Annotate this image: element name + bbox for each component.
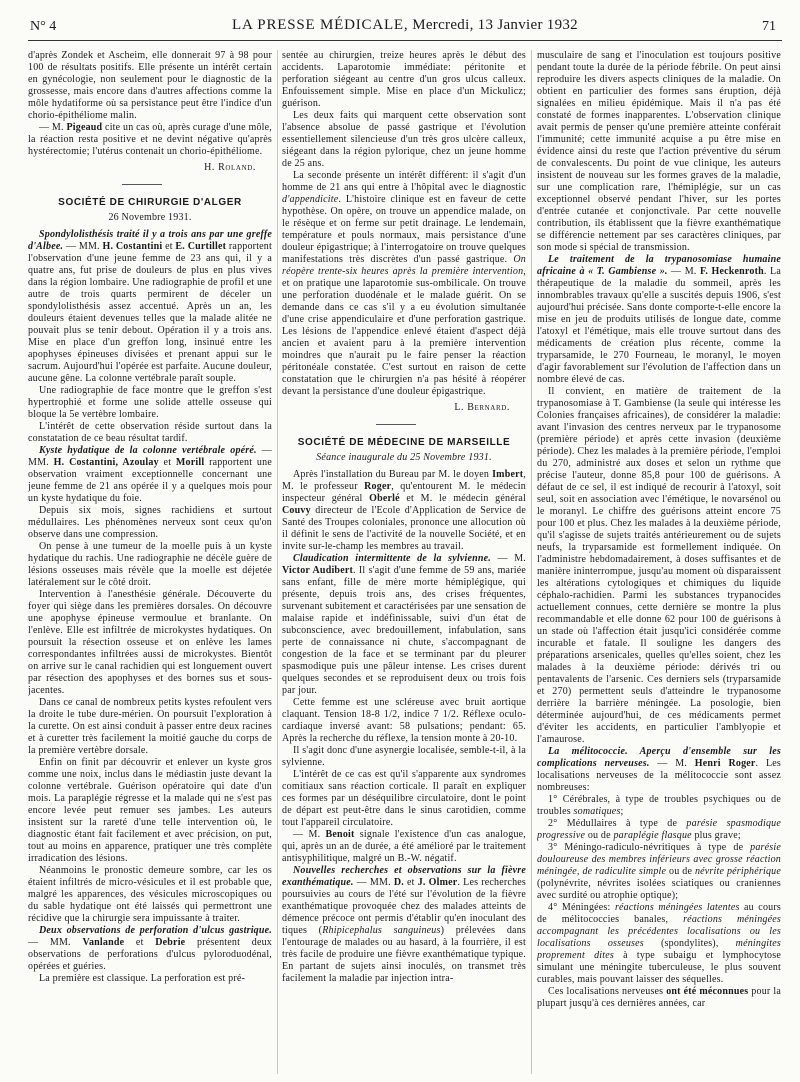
text-run: et bbox=[403, 877, 418, 888]
text-run: — MM. bbox=[63, 241, 103, 252]
italic-text: Rhipicephalus sanguineus bbox=[322, 925, 441, 936]
author-name: Roger bbox=[364, 481, 392, 492]
text-run: ) prélevées dans l'entourage de malades ou au hasard, à la fourrière, il est très facile de produire une fièvre exanthématique typique. En partant de sujets ainsi inoculés, on transmet très facilement la maladie par injection intra- bbox=[282, 925, 526, 984]
text-run: à type subaigu et lymphocytose simulant une méningite tuberculeuse, le plus souvent curables, mais pouvant laisser des séquelles. bbox=[537, 950, 781, 985]
text-run: — M. bbox=[649, 758, 695, 769]
paragraph bbox=[28, 973, 272, 985]
text-run: Les deux faits qui marquent cette observation sont l'absence absolue de passé gastrique et l'évolution essentiellement silencieuse d'un très gros ulcère calleux, siégeant dans la région pylorique, chez un jeune homme de 25 ans. bbox=[282, 110, 526, 169]
text-run: Intervention à l'anesthésie générale. Découverte du foyer qui siège dans les premières dorsales. On découvre une apophyse épineuse vermoulue et branlante. On l'enlève. Elle est infiltrée de microkystes hydatiques. On poursuit la résection osseuse et on enlève les lames correspondantes infiltrées aussi de microkystes. Bientôt on arrive sur le canal rachidien qui est longuement ouvert par résection des apophyses et des bornes sus et sous-jacentes. bbox=[28, 589, 272, 696]
column-rule bbox=[531, 50, 532, 1074]
paragraph bbox=[28, 505, 272, 541]
text-run: Cette femme est une scléreuse avec bruit aortique claquant. Tension 18-8 1/2, indice 7 1/2. Réflexe oculo-cardiaque inversé avant: 58 pulsations; pendant: 65. Après la recherche du réflexe, la tension monte à 20-10. bbox=[282, 697, 526, 744]
paragraph bbox=[282, 553, 526, 697]
text-run: Il convient, en matière de traitement de la trypanosomiase à T. Gambiense (la seule qui intéresse les Colonies françaises africaines), de considérer la maladie: avant l'invasion des centres nerveux par le trypanosome (première période) et après cette invasion (deuxième période). Chez les malades à la première période, l'emploi du 270, administré aux doses et selon un rythme que précise l'auteur, donne 85,8 pour 100 de guérisons. A défaut de ce sel, il est indiqué de recourir à l'atoxyl, soit seul, soit en association avec l'émétique, le novarsénol ou le moranyl. Le chiffre des guérisons atteint encore 75 pour 100 et plus. Chez les malades à la deuxième période, qu'il s'agisse de sujets traités antérieurement ou de sujets neufs, la tryparsamide est formellement indiquée. On l'administre hebdomadairement, à doses suffisantes et de manière ininterrompue, jusqu'au moment où disparaissent les altérations cytologiques et chimiques du liquide céphalo-rachidien. Parmi les substances trypanocides actuellement connues, cette dernière se montre la plus recommandable et elle donne 62 pour 100 de guérisons à un stade où l'affection était jusqu'ici considérée comme incurable et fatale. Il souligne les dangers des préparations arsenicales, quelles qu'elles soient, chez les malades à la deuxième période: dérivés tri ou pentavalents de l'arsenic. Ces derniers sels (tryparsamide et 270) permettent seuls d'atteindre le trypanosome derrière la barrière méningée. La posologie, bien déterminée aujourd'hui, de ces médicaments permet d'éviter les accidents, en particulier l'amblyopie et l'amaurose. bbox=[537, 386, 781, 745]
paragraph bbox=[28, 589, 272, 697]
text-run: La seconde présente un intérêt différent: il s'agit d'un homme de 21 ans qui entre à l'hôpital avec le diagnostic bbox=[282, 170, 526, 193]
author-name: Henri Roger bbox=[694, 758, 756, 769]
text-run: . L'histoire clinique est en faveur de cette hypothèse. On opère, on trouve un appendice malade, on le résèque et on ferme sur petit drainage. Le lendemain, température et pouls normaux, mais persistance d'une douleur épigastrique; à l'interrogatoire on trouve quelques manifestations très discrètes d'un passé gastrique. bbox=[282, 194, 526, 265]
column-3 bbox=[537, 50, 781, 1076]
text-run: rapportent une observation vraiment exceptionnelle concernant une jeune femme de 21 ans opérée il y a quelques mois pour un kyste hydatique du foie. bbox=[28, 457, 272, 504]
signature: H. Roland. bbox=[28, 162, 272, 185]
communication-title: Spondylolisthésis traité il y a trois ans par une greffe d'Albee. bbox=[28, 229, 272, 252]
italic-text: paraplégie flasque bbox=[613, 830, 692, 841]
text-run: 4° Méningées: bbox=[548, 902, 615, 913]
italic-text: somatiques bbox=[573, 806, 621, 817]
text-run: Il s'agit donc d'une asynergie localisée, semble-t-il, à la sylvienne. bbox=[282, 745, 526, 768]
author-name: Debrie bbox=[155, 937, 186, 948]
continued-paragraph bbox=[28, 50, 272, 122]
paragraph bbox=[537, 386, 781, 746]
italic-text: parésie douloureuse des membres inférieurs avec grosse réaction méningée, de radiculite simple bbox=[537, 842, 781, 877]
text-run: Néanmoins le pronostic demeure sombre, car les os étaient infiltrés de micro-vésicules et il est probable que, malgré les apparences, des vésicules microscopiques ou du sable hydatique ont été laissés qui permettront une récidive que la chirurgie sera impuissante à traiter. bbox=[28, 865, 272, 924]
paragraph bbox=[282, 469, 526, 553]
text-run: Depuis six mois, signes rachidiens et surtout médullaires. Les phénomènes nerveux sont ceux qu'on observe dans une compression. bbox=[28, 505, 272, 540]
text-run: sentée au chirurgien, treize heures après le début des accidents. Laparotomie immédiate: péritonite et perforation siégeant au centre d'un gros ulcus calleux. Enfouissement simple. Mise en place d'un Mickulicz; guérison. bbox=[282, 50, 526, 109]
text-run: — M. bbox=[490, 553, 526, 564]
issue-date: Mercredi, 13 Janvier 1932 bbox=[412, 17, 578, 33]
paragraph bbox=[282, 865, 526, 985]
text-run: , qu'entourent M. le médecin inspecteur général bbox=[282, 481, 526, 504]
text-run: Après l'installation du Bureau par M. le doyen bbox=[293, 469, 493, 480]
paragraph bbox=[28, 541, 272, 589]
author-name: Benoit bbox=[325, 829, 355, 840]
communication-title: Claudication intermittente de la sylvienne. bbox=[293, 553, 491, 564]
text-run: 2° Médullaires à type de bbox=[548, 818, 687, 829]
text-run: — M. bbox=[667, 266, 700, 277]
text-run: d'après Zondek et Ascheim, elle donnerait 97 à 98 pour 100 de résultats positifs. Elle présente un intérêt certain en gynécologie, non seulement pour le diagnostic de la grossesse, mais encore dans d'autres affections comme la môle hydatiforme où sa persistance peut être l'indice d'un chorio-épithéliome malin. bbox=[28, 50, 272, 121]
communication-title: Le traitement de la trypanosomiase humaine africaine à « T. Gambiense ». bbox=[537, 254, 781, 277]
italic-text: névrite périphérique bbox=[694, 866, 781, 877]
communication-title: Kyste hydatique de la colonne vertébrale opéré. bbox=[39, 445, 257, 456]
list-item bbox=[537, 818, 781, 842]
author-name: J. Olmer bbox=[417, 877, 458, 888]
list-item bbox=[537, 902, 781, 986]
text-run: signale l'existence d'un cas analogue, qui, après un an de durée, a été amélioré par le traitement antisyphilitique, malgré un B.-W. négatif. bbox=[282, 829, 526, 864]
list-item bbox=[537, 794, 781, 818]
communication-title: La mélitococcie. Aperçu d'ensemble sur les complications nerveuses. bbox=[537, 746, 781, 769]
author-name: Victor Audibert bbox=[282, 565, 353, 576]
society-heading: SOCIÉTÉ DE CHIRURGIE D'ALGER bbox=[58, 197, 242, 208]
author-name: Morill bbox=[175, 457, 205, 468]
author-name: D. bbox=[393, 877, 404, 888]
text-run: présentent deux observations de perforations d'ulcus pyloroduodénal, opérées et guéries. bbox=[28, 937, 272, 972]
text-run: plus grave; bbox=[691, 830, 741, 841]
text-run: ; bbox=[620, 806, 624, 817]
continued-paragraph bbox=[537, 50, 781, 254]
paragraph bbox=[28, 445, 272, 505]
text-run: musculaire de sang et l'inoculation est toujours positive pendant toute la durée de la période fébrile. On peut ainsi reproduire les divers aspects cliniques de la maladie. On obtient en particulier des formes sans éruption, déjà signalées en milieu épidémique. Mais il n'a pas été constaté de formes inapparentes. L'observation clinique avait permis de penser qu'une première atteinte conférait l'immunité; cette immunité acquise a pu être mise en évidence ainsi du reste que l'action préventive du sérum de convalescents. Du point de vue clinique, les auteurs insistent de nouveau sur les formes graves de la maladie, sur une complication rare, l'hémiplégie, sur un cas exceptionnel observé pendant l'hiver, sur les portes d'entrée cutanée et conjonctivale. Par cette nouvelle contribution, ils établissent que la fièvre exanthématique se différencie nettement par ses caractères cliniques, par son mode si spécial de transmission. bbox=[537, 50, 781, 253]
italic-text: On réopère trente-six heures après la première intervention bbox=[282, 254, 526, 277]
text-run: L'intérêt de cette observation réside surtout dans la constatation de ce beau résultat tardif. bbox=[28, 421, 272, 444]
paragraph bbox=[28, 122, 272, 158]
text-run: L'intérêt de ce cas est qu'il s'apparente aux syndromes comitiaux sans réaction corticale. Il paraît en expliquer ces formes par un déséquilibre circulatoire, dont le point de départ est peut-être dans le sinus carotidien, comme tout l'appareil circulatoire. bbox=[282, 769, 526, 828]
society-heading: SOCIÉTÉ DE MÉDECINE DE MARSEILLE bbox=[297, 437, 511, 448]
paragraph bbox=[537, 986, 781, 1010]
text-run: au cours de mélitococcies banales, bbox=[537, 902, 781, 925]
column-2 bbox=[282, 50, 526, 1076]
text-run: et M. le médecin général bbox=[399, 493, 526, 504]
text-run: ou de bbox=[666, 866, 695, 877]
text-run: . Il s'agit d'une femme de 59 ans, mariée sans enfant, fille de mère morte hémiplégique, qui présente, depuis trois ans, des crises fréquentes, survenant subitement et caractérisées par une sensation de malaise rapide et indéfinissable, suivi d'un état de subconscience, avec bredouillement, infabulation, sans perte de connaissance ni chute, s'accompagnant de congestion de la face et se terminant par du pleurer spasmodique puis une pâleur intense. Les crises durent quelques secondes et se reproduisent deux ou trois fois par jour. bbox=[282, 565, 526, 696]
text-run: La première est classique. La perforation est pré- bbox=[39, 973, 246, 984]
text-run: , M. le professeur bbox=[282, 469, 526, 492]
text-run: et bbox=[162, 241, 176, 252]
text-run: cite un cas où, après curage d'une môle, la réaction resta positive et ne devint négative qu'après hystérectomie; l'utérus contenait un chorio-épithéliome. bbox=[28, 122, 272, 157]
paragraph bbox=[282, 170, 526, 398]
paragraph bbox=[28, 229, 272, 385]
paragraph bbox=[282, 110, 526, 170]
journal-title: LA PRESSE MÉDICALE, bbox=[231, 17, 409, 33]
author-name: H. Costantini bbox=[102, 241, 163, 252]
italic-text: méningites proprement dites bbox=[537, 938, 781, 961]
text-run: Dans ce canal de nombreux petits kystes refoulent vers la droite le tube dure-mérien. On poursuit l'exploration à la curette. On est ainsi conduit à passer entre deux racines et à curetter très facilement la moitié gauche du corps de la première vertèbre dorsale. bbox=[28, 697, 272, 756]
paragraph bbox=[282, 697, 526, 745]
paragraph bbox=[28, 757, 272, 865]
page-number: 71 bbox=[762, 19, 776, 34]
column-1 bbox=[28, 50, 272, 1076]
italic-text: réactions méningées accompagnant les précédentes localisations ou les localisations osseuses bbox=[537, 914, 781, 949]
paragraph bbox=[537, 254, 781, 386]
author-name: F. Heckenroth bbox=[699, 266, 764, 277]
text-run: On pense à une tumeur de la moelle puis à un kyste hydatique du rachis. Une radiographie ne décèle guère de lésions osseuses mais révèle que la moelle est déjetée latéralement sur le côté droit. bbox=[28, 541, 272, 588]
author-name: Imbert bbox=[492, 469, 524, 480]
text-run: rapportent l'observation d'une jeune femme de 23 ans qui, il y a quatre ans, fut prise de douleurs de plus en plus vives dans la région lombaire. Une radiographie de profil et une autre de trois quarts permirent de déceler un spondylolisthésis assez accentué. Après un an, les douleurs étaient devenues telles que la malade alitée ne pouvait plus se tenir debout. Opération il y a trois ans. Mise en place d'un greffon long, insinué entre les apophyses épineuses divisées et prenant appui sur le sacrum. Aujourd'hui l'opérée est parfaite. Aucune douleur, aucune gêne. La colonne vertébrale paraît souple. bbox=[28, 241, 272, 384]
italic-text: réactions méningées latentes bbox=[614, 902, 740, 913]
text-run: . Les localisations nerveuses de la mélitococcie sont assez nombreuses: bbox=[537, 758, 781, 793]
author-name: Couvy bbox=[282, 505, 311, 516]
author-name: H. Costantini, Azoulay bbox=[53, 457, 159, 468]
session-date: Séance inaugurale du 25 Novembre 1931. bbox=[316, 452, 492, 463]
text-run: ou de bbox=[585, 830, 614, 841]
author-name: Oberlé bbox=[369, 493, 400, 504]
paragraph bbox=[282, 829, 526, 865]
author-name: Vanlande bbox=[82, 937, 125, 948]
italic-text: d'appendicite bbox=[282, 194, 339, 205]
text-run: (spondylites), bbox=[643, 938, 736, 949]
paragraph bbox=[282, 745, 526, 769]
paragraph bbox=[282, 769, 526, 829]
column-rule bbox=[277, 50, 278, 1074]
text-run: pour la plupart jusqu'à ces dernières années, car bbox=[537, 986, 781, 1009]
communication-title: Deux observations de perforation d'ulcus gastrique. bbox=[39, 925, 272, 936]
signature: L. Bernard. bbox=[282, 402, 526, 425]
text-run: directeur de l'Ecole d'Application de Service de Santé des Troupes coloniales, prononce une allocution où il définit le sens de l'activité de la nouvelle Société, et en invite sur-le-champ les membres au travail. bbox=[282, 505, 526, 552]
text-run: (polynévrite, névrites isolées sciatiques ou craniennes avec surdité ou atrophie optique); bbox=[537, 878, 781, 901]
continued-paragraph bbox=[282, 50, 526, 110]
italic-text: parésie spasmodique progressive bbox=[537, 818, 781, 841]
text-run: et bbox=[158, 457, 176, 468]
text-run: . La thérapeutique de la maladie du sommeil, après les innombrables travaux qu'elle a suscités depuis 1906, s'est aujourd'hui précisée. Sans donte comporte-t-elle encore la mise en jeu de produits utilisés de longue date, comme l'atoxyl et l'émétique, mais elle trouve surtout dans des médicaments de création plus récente, comme la tryparsamide, le 270 Fourneau, le moranyl, le moyen d'agir favorablement sur l'évolution de l'affection dans un nombre élevé de cas. bbox=[537, 266, 781, 385]
list-item bbox=[537, 842, 781, 902]
text-run: — MM. bbox=[28, 445, 272, 468]
text-run: — MM. bbox=[353, 877, 394, 888]
text-run: Ces localisations nerveuses bbox=[548, 986, 667, 997]
text-run: Enfin on finit par découvrir et enlever un kyste gros comme une noix, inclus dans le médiastin juste devant la colonne vertébrale. Guérison opératoire qui date d'un mois. La paraplégie régresse et la malade qui ne s'est pas encore levée peut remuer ses jambes. Les auteurs insistent sur la rareté d'une telle intervention où, le diagnostic étant fait facilement et avec précision, on put, tout au moins en apparence, pratiquer une très complète irradication des lésions. bbox=[28, 757, 272, 864]
text-run: et bbox=[124, 937, 156, 948]
text-run: 3° Méningo-radiculo-névritiques à type de bbox=[548, 842, 751, 853]
text-run: Une radiographie de face montre que le greffon s'est hypertrophié et forme une solide attelle osseuse qui bloque la 5e vertèbre lombaire. bbox=[28, 385, 272, 420]
communication-title: Nouvelles recherches et observations sur la fièvre exanthématique. bbox=[282, 865, 526, 888]
session-date: 26 Novembre 1931. bbox=[108, 212, 192, 223]
paragraph bbox=[28, 925, 272, 973]
text-run: — M. bbox=[293, 829, 326, 840]
paragraph bbox=[28, 385, 272, 421]
text-run: 1° Cérébrales, à type de troubles psychiques ou de troubles bbox=[537, 794, 781, 817]
text-run: — M. bbox=[39, 122, 67, 133]
paragraph bbox=[28, 421, 272, 445]
text-run: , et on pratique une laparotomie sus-ombilicale. On trouve une perforation duodénale et le malade guérit. On se demande dans ce cas s'il y a eu évolution simultanée d'une crise appendiculaire et d'une perforation gastrique. Les lésions de l'appendice enlevé étaient d'aspect déjà ancien et avaient paru à la première intervention moindres que n'aurait pu le faire penser la réaction péritonéale constatée. C'est surtout en raison de cette constatation que le chirurgien n'a pas hésité à réopérer devant la persistance d'une douleur épigastrique. bbox=[282, 266, 526, 397]
author-name: Pigeaud bbox=[66, 122, 103, 133]
author-name: ont été méconnues bbox=[666, 986, 749, 997]
text-run: . Les recherches poursuivies au cours de l'été sur l'évolution de la fièvre exanthématique provoquée chez des malades atteints de démence précoce ont permis d'établir qu'en inoculant des tiques ( bbox=[282, 877, 526, 936]
paragraph bbox=[28, 865, 272, 925]
text-run: — MM. bbox=[28, 937, 83, 948]
paragraph bbox=[28, 697, 272, 757]
paragraph bbox=[537, 746, 781, 794]
author-name: E. Curtillet bbox=[175, 241, 227, 252]
issue-number: N° 4 bbox=[30, 19, 57, 34]
